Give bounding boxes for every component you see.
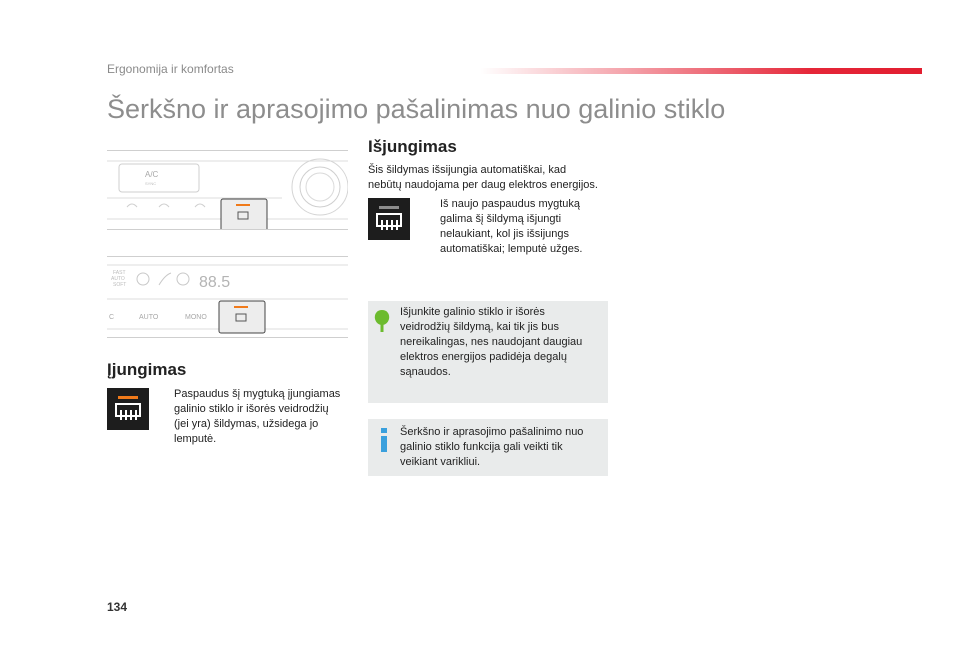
defrost-indicator-top [236,204,250,206]
isjungimas-bullet-line: automatiškai; lemputė užges. [440,243,583,255]
c-label: C [109,314,115,321]
info-note-text [400,425,605,470]
rear-defrost-icon-active [107,388,149,430]
mono-label: MONO [185,314,207,321]
info-note-line: Šerkšno ir aprasojimo pašalinimo nuo [400,426,584,438]
eco-note-line: nereikalingas, nes naudojant daugiau [400,336,583,348]
page-number: 134 [107,600,128,614]
info-note-line: veikiant varikliui. [400,456,481,468]
ac-label: A/C [145,170,159,179]
auto-label: AUTO [139,314,159,321]
climate-panel-bottom-illustration [107,256,348,338]
temperature-display: 88.5 [199,274,231,291]
info-icon [378,428,390,452]
ijungimas-bullet-line: (jei yra) šildymas, užsidega jo [174,418,319,430]
eco-note-text [400,305,605,380]
info-note-box [368,419,608,476]
isjungimas-heading: Išjungimas [368,137,457,156]
header-accent-bar [480,68,922,74]
climate-panel-top-drawing [107,151,348,229]
ijungimas-bullet-line: galinio stiklo ir išorės veidrodžių [174,403,329,415]
isjungimas-bullet-line: Iš naujo paspaudus mygtuką [440,198,581,210]
info-note-line: galinio stiklo funkcija gali veikti tik [400,441,563,453]
eco-note-line: elektros energijos padidėja degalų [400,351,567,363]
section-label: Ergonomija ir komfortas [107,62,234,76]
climate-panel-bottom-drawing [107,257,348,337]
leaf-icon [373,308,391,334]
eco-note-line: sąnaudos. [400,366,451,378]
soft-label: SOFT [113,282,127,288]
rear-defrost-icon-off [368,198,410,240]
ijungimas-heading: Įjungimas [107,360,187,379]
isjungimas-bullet-line: galima šį šildymą išjungti [440,213,562,225]
eco-note-line: veidrodžių šildymą, kai tik jis bus [400,321,559,333]
eco-note-box [368,301,608,403]
isjungimas-intro-line: Šis šildymas išsijungia automatiškai, kad [368,164,567,176]
ijungimas-bullet-text [174,387,354,447]
ac-sub-label: SYNC [145,181,157,186]
isjungimas-bullet-line: nelaukiant, kol jis išsijungs [440,228,570,240]
ijungimas-bullet-line: lemputė. [174,433,217,445]
defrost-indicator-bottom [234,306,248,308]
isjungimas-bullet-text [440,197,610,257]
isjungimas-intro-line: nebūtų naudojama per daug elektros energijos. [368,179,598,191]
ijungimas-bullet-line: Paspaudus šį mygtuką įjungiamas [174,388,341,400]
page-title: Šerkšno ir aprasojimo pašalinimas nuo galinio stiklo [107,94,726,124]
isjungimas-intro [368,163,618,193]
rear-defrost-button-bottom [219,301,265,333]
rear-defrost-button-top [221,199,267,229]
climate-panel-top-illustration [107,150,348,230]
fast-label: FAST [113,270,126,276]
auto-mode-label: AUTO [111,276,125,282]
rear-defrost-icon-on [107,388,149,430]
eco-note-line: Išjunkite galinio stiklo ir išorės [400,306,545,318]
rear-defrost-icon [368,198,410,240]
